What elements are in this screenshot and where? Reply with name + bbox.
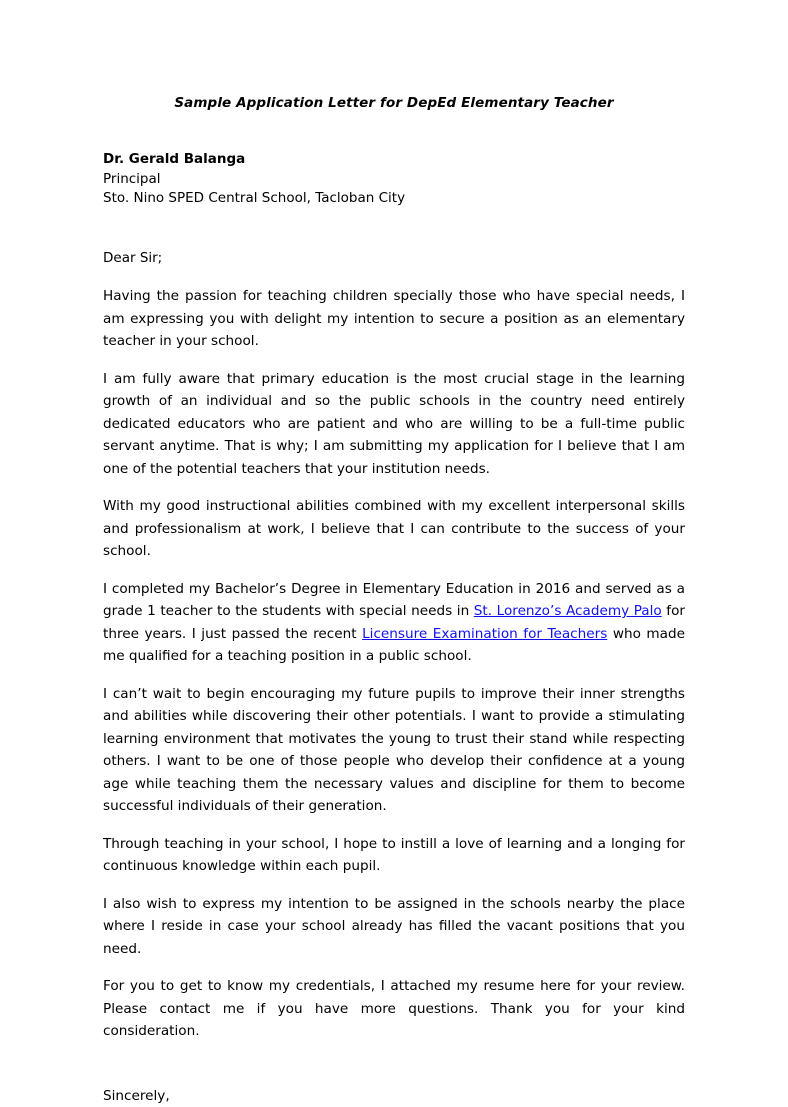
addressee-position: Principal bbox=[103, 170, 685, 190]
paragraph: Having the passion for teaching children specially those who have special needs, I am expressing you with delight my intention to secure a position as an elementary teacher in your school. bbox=[103, 285, 685, 353]
link-st-lorenzos-academy-palo[interactable]: St. Lorenzo’s Academy Palo bbox=[474, 603, 662, 619]
letter-body bbox=[103, 150, 685, 1107]
addressee-name: Dr. Gerald Balanga bbox=[103, 150, 685, 170]
paragraph: Through teaching in your school, I hope to instill a love of learning and a longing for continuous knowledge within each pupil. bbox=[103, 833, 685, 878]
link-licensure-examination-for-teachers[interactable]: Licensure Examination for Teachers bbox=[362, 626, 607, 642]
letter-paragraphs bbox=[103, 285, 685, 1043]
page-title: Sample Application Letter for DepEd Elementary Teacher bbox=[103, 95, 685, 111]
closing: Sincerely, bbox=[103, 1085, 685, 1107]
paragraph: I also wish to express my intention to be assigned in the schools nearby the place where I reside in case your school already has filled the vacant positions that you need. bbox=[103, 893, 685, 961]
paragraph: I can’t wait to begin encouraging my future pupils to improve their inner strengths and abilities while discovering their other potentials. I want to provide a stimulating learning environment that motivates the young to trust their stand while respecting others. I want to be one of those people who develop their confidence at a young age while teaching them the necessary values and discipline for them to become successful individuals of their generation. bbox=[103, 683, 685, 818]
paragraph-with-links bbox=[103, 578, 685, 668]
paragraph: With my good instructional abilities combined with my excellent interpersonal skills and professionalism at work, I believe that I can contribute to the success of your school. bbox=[103, 495, 685, 563]
paragraph-text-part: I completed my Bachelor’s Degree in Elementary Education in 2016 and served as a grade 1 teacher to the students with special needs in bbox=[103, 581, 685, 620]
paragraph: I am fully aware that primary education is the most crucial stage in the learning growth of an individual and so the public schools in the country need entirely dedicated educators who are patient and who are willing to be a full-time public servant anytime. That is why; I am submitting my application for I believe that I am one of the potential teachers that your institution needs. bbox=[103, 368, 685, 481]
addressee-block bbox=[103, 150, 685, 209]
paragraph-text-part: for three years. I just passed the recent bbox=[103, 603, 685, 642]
paragraph: For you to get to know my credentials, I attached my resume here for your review. Please contact me if you have more questions. Thank you for your kind consideration. bbox=[103, 975, 685, 1043]
salutation: Dear Sir; bbox=[103, 249, 685, 269]
paragraph-text-part: who made me qualified for a teaching position in a public school. bbox=[103, 626, 685, 665]
addressee-school: Sto. Nino SPED Central School, Tacloban City bbox=[103, 189, 685, 209]
